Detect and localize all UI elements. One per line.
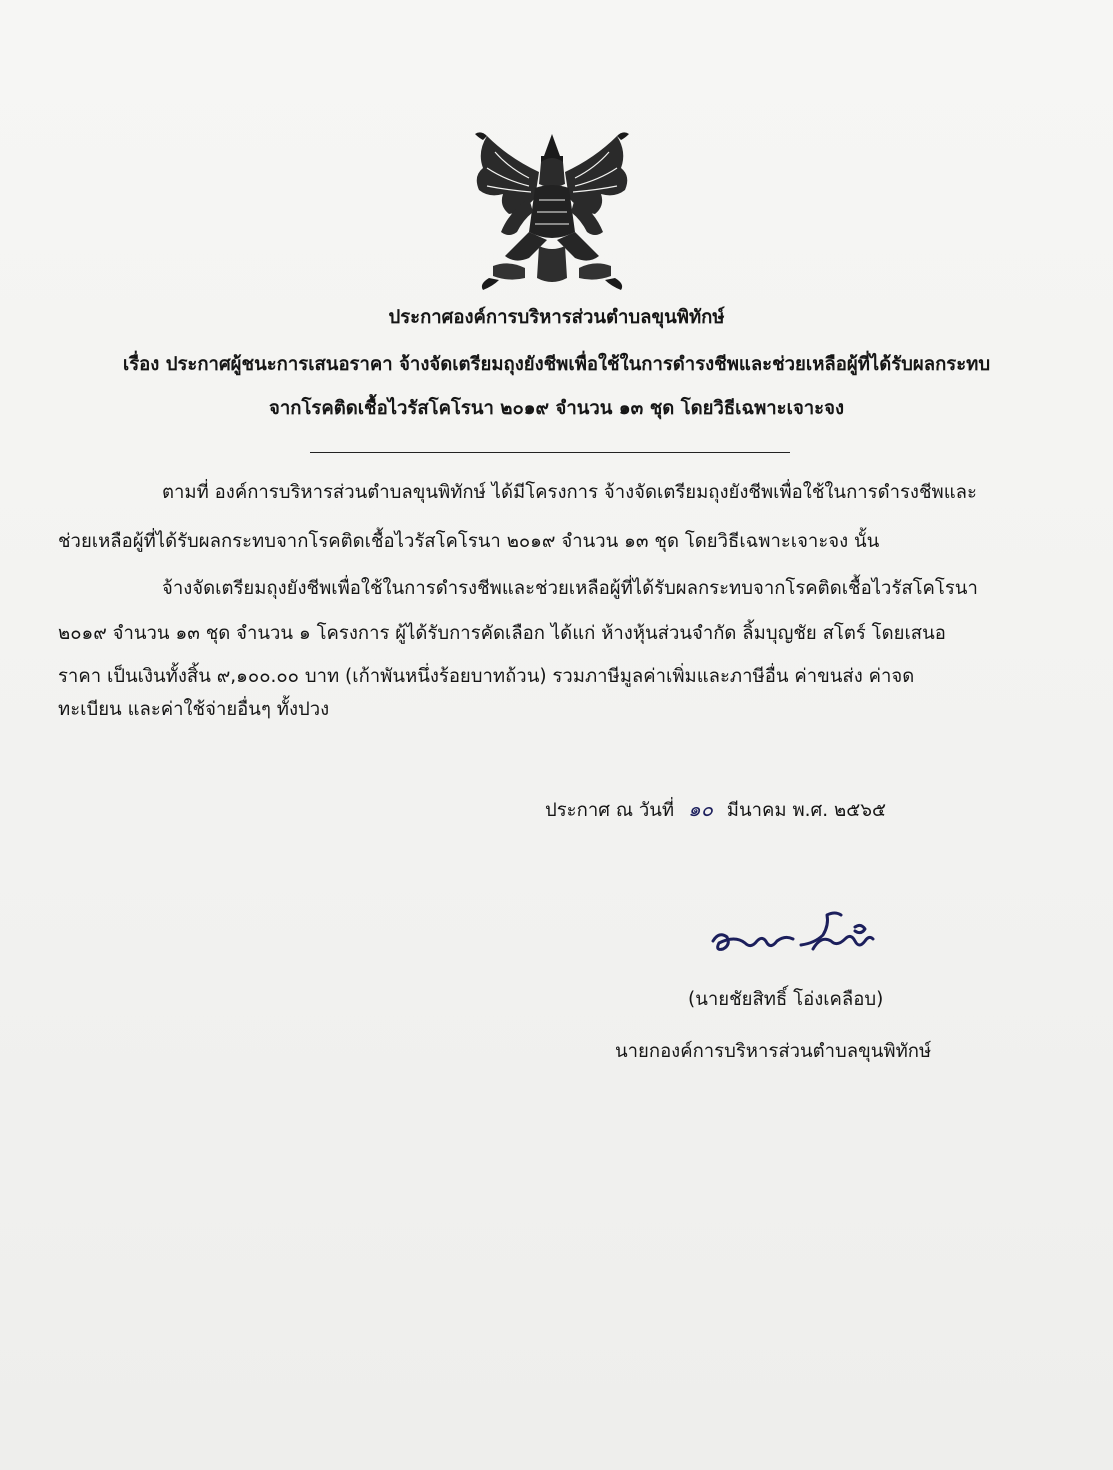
date-prefix: ประกาศ ณ วันที่ <box>545 800 675 821</box>
body-line: ราคา เป็นเงินทั้งสิ้น ๙,๑๐๐.๐๐ บาท (เก้าพันหนึ่งร้อยบาทถ้วน) รวมภาษีมูลค่าเพิ่มและภาษีอื่น ค่าขนส่ง ค่าจด <box>58 666 915 687</box>
body-line: ทะเบียน และค่าใช้จ่ายอื่นๆ ทั้งปวง <box>58 699 330 720</box>
garuda-emblem-icon <box>469 128 635 290</box>
body-line: ตามที่ องค์การบริหารส่วนตำบลขุนพิทักษ์ ได้มีโครงการ จ้างจัดเตรียมถุงยังชีพเพื่อใช้ในการดำรงชีพและ <box>162 482 977 503</box>
announcement-date <box>545 797 886 823</box>
announcement-subject-line-1: เรื่อง ประกาศผู้ชนะการเสนอราคา จ้างจัดเตรียมถุงยังชีพเพื่อใช้ในการดำรงชีพและช่วยเหลือผู้ที่ได้รับผลกระทบ <box>122 354 991 375</box>
announcement-title: ประกาศองค์การบริหารส่วนตำบลขุนพิทักษ์ <box>388 307 725 328</box>
body-line: ช่วยเหลือผู้ที่ได้รับผลกระทบจากโรคติดเชื้อไวรัสโคโรนา ๒๐๑๙ จำนวน ๑๓ ชุด โดยวิธีเฉพาะเจาะจง นั้น <box>58 531 880 552</box>
date-month-year: มีนาคม พ.ศ. ๒๕๖๕ <box>726 800 886 821</box>
body-line: ๒๐๑๙ จำนวน ๑๓ ชุด จำนวน ๑ โครงการ ผู้ได้รับการคัดเลือก ได้แก่ ห้างหุ้นส่วนจำกัด ลิ้มบุญชัย สโตร์ โดยเสนอ <box>58 623 946 644</box>
handwritten-signature <box>705 905 880 965</box>
signer-position: นายกองค์การบริหารส่วนตำบลขุนพิทักษ์ <box>615 1041 932 1062</box>
heading-divider <box>310 452 790 453</box>
signer-name: (นายชัยสิทธิ์ โอ่งเคลือบ) <box>688 989 884 1010</box>
date-day: ๑๐ <box>688 797 713 821</box>
announcement-subject-line-2: จากโรคติดเชื้อไวรัสโคโรนา ๒๐๑๙ จำนวน ๑๓ ชุด โดยวิธีเฉพาะเจาะจง <box>269 398 844 419</box>
body-line: จ้างจัดเตรียมถุงยังชีพเพื่อใช้ในการดำรงชีพและช่วยเหลือผู้ที่ได้รับผลกระทบจากโรคติดเชื้อไวรัสโคโรนา <box>162 578 978 599</box>
